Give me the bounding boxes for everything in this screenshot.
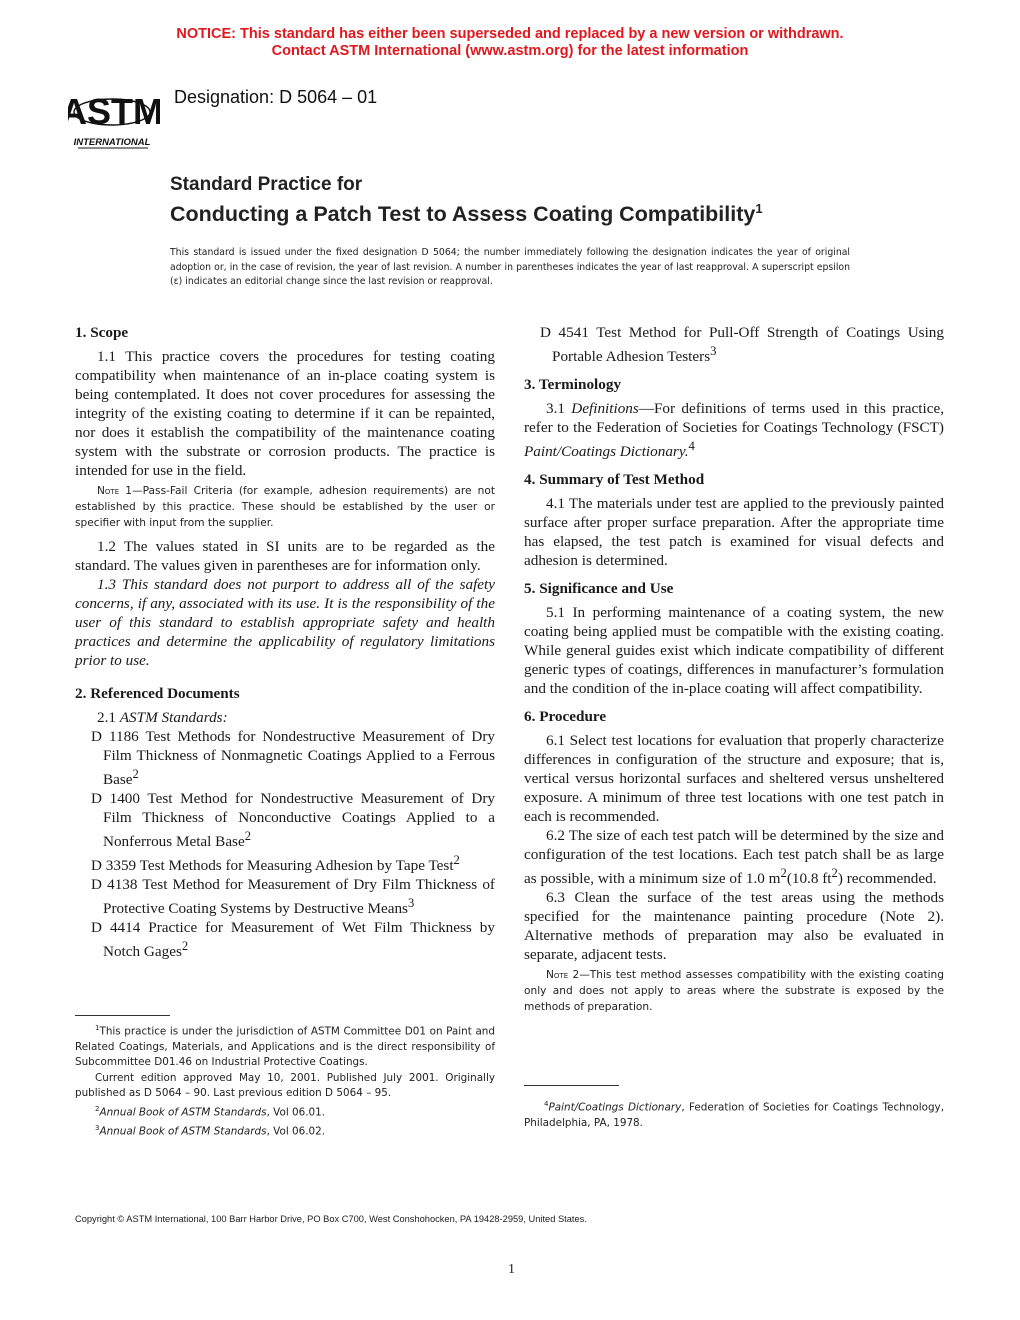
paragraph-6-3: 6.3 Clean the surface of the test areas using the methods specified for the maintenance painting procedure (Note 2). Alternative methods of preparation may also be evaluated in separate, adjacent tests.	[524, 889, 944, 964]
paragraph-6-2	[524, 826, 944, 888]
reference-footnote-ref: 2	[244, 829, 252, 844]
section-heading-scope: 1. Scope	[75, 324, 129, 341]
superscript: 2	[831, 866, 838, 881]
reference-text: D 3359 Test Methods for Measuring Adhesion by Tape Test	[91, 857, 454, 875]
title-line-1: Standard Practice for	[170, 174, 363, 195]
section-heading-significance: 5. Significance and Use	[524, 580, 674, 598]
copyright-line: Copyright © ASTM International, 100 Barr Harbor Drive, PO Box C700, West Conshohocken, PA 19428-2959, United States.	[75, 1214, 587, 1224]
notice-line-2: Contact ASTM International (www.astm.org) for the latest information	[271, 43, 749, 59]
logo-caption: INTERNATIONAL	[73, 137, 151, 148]
paragraph-6-2-text-a: 6.2 The size of each test patch will be determined by the size and configuration of the test locations. Each test patch shall be as large as possible, with a minimum size of 1.0 m	[524, 827, 944, 888]
footnote-3	[75, 1121, 495, 1140]
footnote-1-text: This practice is under the jurisdiction of ASTM Committee D01 on Paint and Related Coatings, Materials, and Applications and is the direct responsibility of Subcommittee D01.46 on Industrial Protective Coatings.	[75, 1025, 495, 1069]
note-2-label: Note 2	[546, 969, 580, 982]
title-line-2	[170, 196, 763, 227]
footnote-1-marker: 1	[95, 1024, 100, 1032]
title-text: Conducting a Patch Test to Assess Coating Compatibility	[170, 202, 756, 227]
footnote-rule-right	[524, 1085, 619, 1086]
reference-footnote-ref: 2	[132, 767, 139, 781]
document-title	[170, 174, 763, 227]
section-heading-procedure: 6. Procedure	[524, 708, 607, 726]
reference-d4138[interactable]	[75, 875, 495, 918]
paragraph-3-1-term: Definitions	[571, 400, 639, 418]
footnote-4-book: Paint/Coatings Dictionary	[548, 1101, 682, 1114]
footnote-1-edition: Current edition approved May 10, 2001. Published July 2001. Originally published as D 5064 – 90. Last previous edition D 5064 – 95.	[75, 1071, 495, 1100]
withdrawn-notice	[0, 26, 1020, 60]
footnote-2	[75, 1102, 495, 1121]
footnote-4-text: , Federation of Societies for Coatings Technology, Philadelphia, PA, 1978.	[524, 1101, 944, 1129]
footnote-3-book: Annual Book of ASTM Standards	[99, 1125, 267, 1138]
paragraph-4-1: 4.1 The materials under test are applied to the previously painted surface after proper surface preparation. After the appropriate time has elapsed, the test patch is examined for visual defects and adhesion is determined.	[524, 495, 944, 570]
reference-text: D 1186 Test Methods for Nondestructive Measurement of Dry Film Thickness of Nonmagnetic Coatings Applied to a Ferrous Base	[91, 728, 495, 789]
reference-text: D 1400 Test Method for Nondestructive Measurement of Dry Film Thickness of Nonconductive Coatings Applied to a Nonferrous Metal Base	[91, 790, 495, 851]
footnote-2-marker: 2	[95, 1104, 100, 1113]
paragraph-1-1: 1.1 This practice covers the procedures for testing coating compatibility when maintenance of an in-place coating system is being contemplated. It does not cover procedures for assessing the integrity of the existing coating to determine if it can be repainted, nor does it establish the compatibility of the maintenance coating system with the substrate or corrosion products. The practice is intended for use in the field.	[75, 348, 495, 479]
preamble: This standard is issued under the fixed designation D 5064; the number immediately following the designation indicates the year of original adoption or, in the case of revision, the year of last revision. A number in parentheses indicates the year of last reapproval. A superscript epsilon (ε) indicates an editorial change since the last revision or reapproval.	[170, 247, 850, 287]
footnote-4-marker: 4	[544, 1100, 549, 1108]
reference-d4541[interactable]	[524, 323, 944, 366]
reference-footnote-ref: 3	[710, 344, 717, 358]
paragraph-6-2-text-c: ) recommended.	[837, 870, 937, 888]
paragraph-1-3	[75, 575, 495, 670]
reference-text: D 4541 Test Method for Pull-Off Strength of Coatings Using Portable Adhesion Testers	[540, 324, 944, 366]
note-1-label: Note 1	[97, 485, 133, 497]
paragraph-1-2: 1.2 The values stated in SI units are to be regarded as the standard. The values given in parentheses are for information only.	[75, 538, 495, 574]
paragraph-2-1	[75, 708, 495, 727]
footnote-3-text: , Vol 06.02.	[266, 1125, 326, 1138]
astm-logo	[68, 78, 160, 150]
paragraph-2-1-label: ASTM Standards:	[119, 709, 228, 726]
note-2	[524, 967, 944, 1015]
left-column	[75, 323, 495, 961]
paragraph-6-2-text-b: (10.8 ft	[786, 870, 832, 888]
paragraph-1-3-text: 1.3 This standard does not purport to address all of the safety concerns, if any, associated with its use. It is the responsibility of the user of this standard to establish appropriate safety and health practices and determine the applicability of regulatory limitations prior to use.	[75, 576, 495, 669]
reference-text: D 4138 Test Method for Measurement of Dry Film Thickness of Protective Coating Systems by Destructive Means	[91, 876, 495, 918]
note-2-text: —This test method assesses compatibility with the existing coating only and does not apply to areas where the substrate is exposed by the methods of preparation.	[524, 969, 944, 1014]
paragraph-5-1: 5.1 In performing maintenance of a coating system, the new coating being applied must be compatible with the existing coating. While general guides exist which indicate compatibility of different generic types of coatings, differences in manufacturer’s formulation and the condition of the in-place coating will affect compatibility.	[524, 604, 944, 698]
reference-d4414[interactable]	[75, 918, 495, 961]
section-heading-terminology: 3. Terminology	[524, 376, 622, 394]
reference-text: D 4414 Practice for Measurement of Wet Film Thickness by Notch Gages	[91, 919, 495, 961]
designation: Designation: D 5064 – 01	[174, 87, 378, 107]
paragraph-3-1	[524, 399, 944, 461]
notice-line-1: NOTICE: This standard has either been superseded and replaced by a new version or withdrawn.	[176, 26, 844, 42]
footnote-2-book: Annual Book of ASTM Standards	[99, 1106, 267, 1119]
page-number: 1	[508, 1262, 515, 1277]
paragraph-3-1-text: —For definitions of terms used in this practice, refer to the Federation of Societies for Coatings Technology (FSCT)	[524, 400, 945, 437]
astm-international-logo-icon	[68, 78, 160, 150]
reference-footnote-ref: 2	[181, 939, 189, 954]
superscript: 2	[780, 866, 787, 881]
paragraph-3-1-footnote-ref: 4	[688, 439, 695, 454]
footnote-2-text: , Vol 06.01.	[266, 1106, 326, 1119]
note-1-text: —Pass-Fail Criteria (for example, adhesion requirements) are not established by this practice. These should be established by the user or specifier with input from the supplier.	[75, 485, 495, 529]
reference-footnote-ref: 2	[453, 853, 460, 868]
section-heading-summary: 4. Summary of Test Method	[524, 471, 705, 489]
footnotes-right	[524, 1097, 944, 1131]
footnote-1	[75, 1021, 495, 1071]
reference-d3359[interactable]	[75, 851, 495, 875]
paragraph-3-1-book: Paint/Coatings Dictionary.	[524, 443, 689, 461]
reference-footnote-ref: 3	[407, 896, 415, 911]
footnote-rule-left	[75, 1015, 170, 1016]
footnote-3-marker: 3	[95, 1123, 100, 1132]
reference-d1400[interactable]	[75, 789, 495, 851]
right-column	[524, 323, 944, 1021]
paragraph-6-1: 6.1 Select test locations for evaluation that properly characterize differences in configuration of the structure and exposure; that is, vertical versus horizontal surfaces and sheltered versus unsheltered exposure. A minimum of three test locations with one test patch in each is recommended.	[524, 732, 944, 826]
paragraph-3-1-number: 3.1	[546, 400, 572, 418]
note-1	[75, 483, 495, 531]
section-heading-referenced-documents: 2. Referenced Documents	[75, 685, 240, 702]
reference-d1186[interactable]	[75, 727, 495, 789]
footnote-4	[524, 1097, 944, 1131]
logo-letters: ASTM	[68, 91, 160, 132]
title-footnote-ref[interactable]: 1	[755, 201, 763, 216]
paragraph-2-1-number: 2.1	[97, 709, 120, 726]
footnotes-left	[75, 1021, 495, 1140]
